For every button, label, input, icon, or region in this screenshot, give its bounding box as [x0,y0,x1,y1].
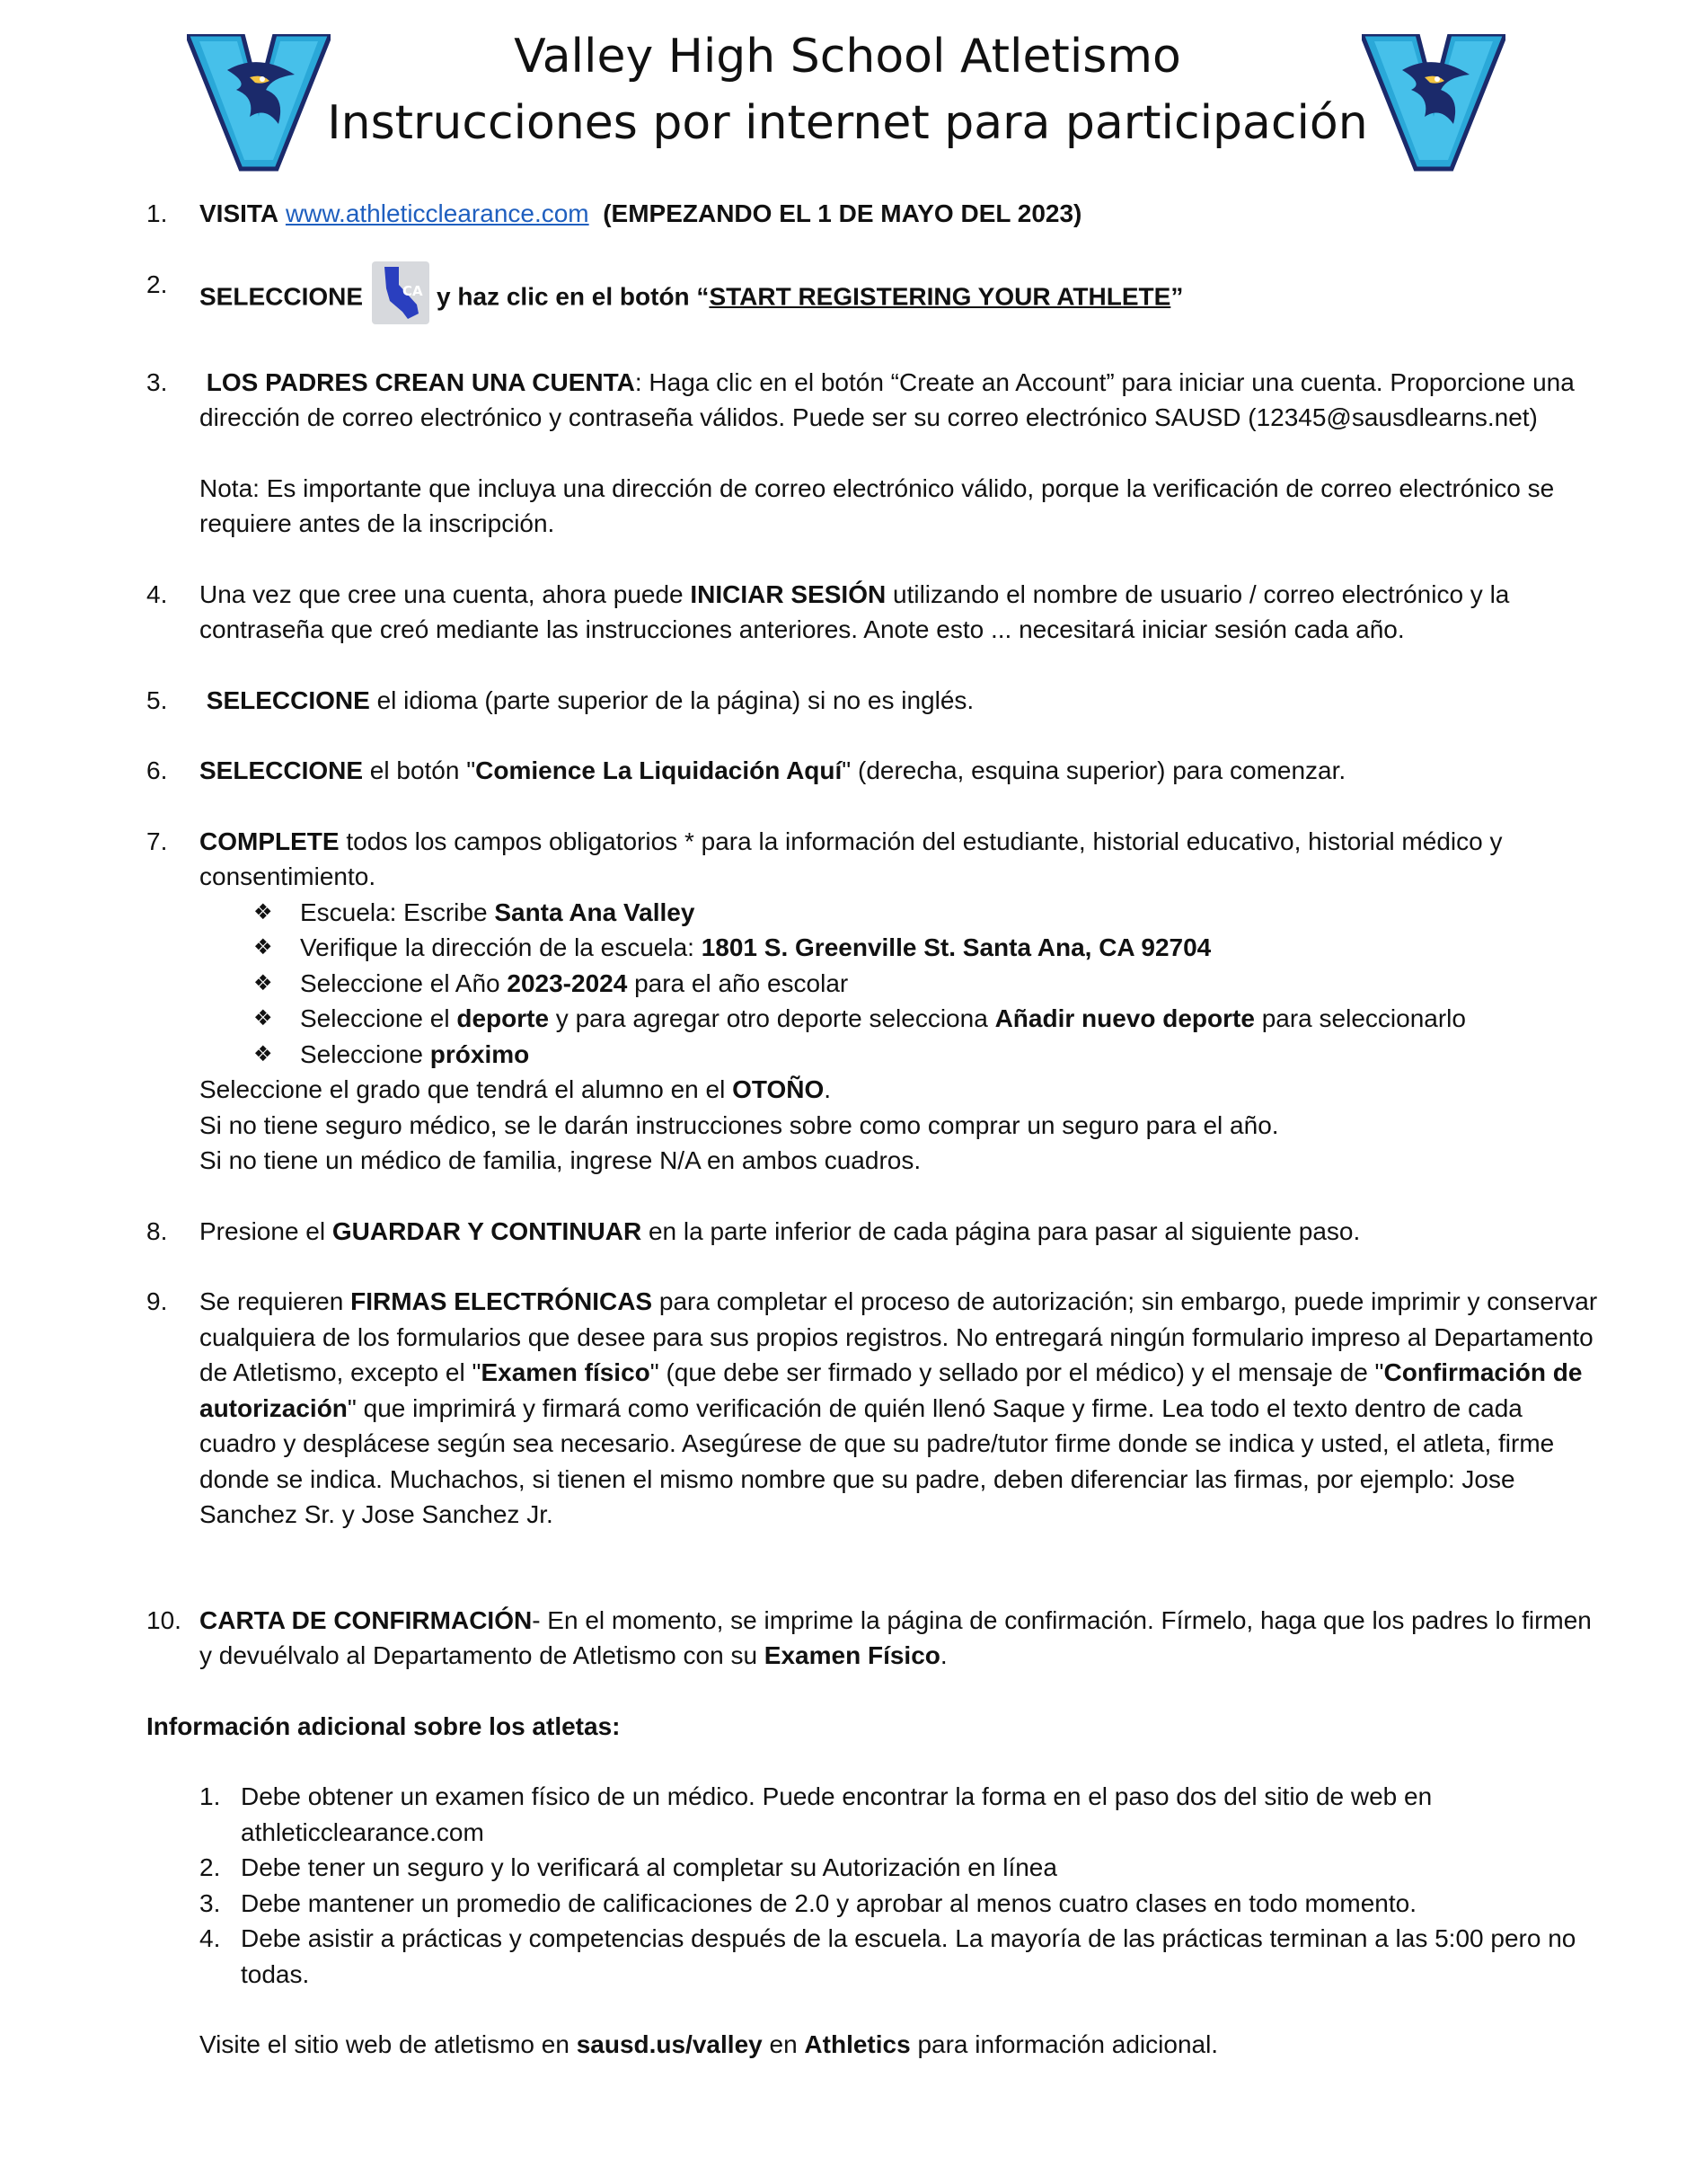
step-5 [146,683,1602,719]
step-1 [146,196,1602,232]
step-number: 5. [146,685,168,714]
step-6-button-name: Comience La Liquidación Aquí [475,756,843,784]
step-number: 6. [146,756,168,784]
step-7-text: todos los campos obligatorios * para la información del estudiante, historial educativo, historial médico y consentimiento. [199,827,1503,890]
step-6-text: el botón " [363,756,476,784]
step-3-text: : Haga clic en el botón “Create an Account” para iniciar una cuenta. Proporcione una dirección de correo electrónico y contraseña válidos. Puede ser su correo electrónico SAUSD (12345@sausdlearns.net) [199,367,1575,431]
step-4 [146,577,1602,648]
step-1-date: (EMPEZANDO EL 1 DE MAYO DEL 2023) [603,199,1082,227]
step-8-text-2: en la parte inferior de cada página para pasar al siguiente paso. [641,1216,1361,1245]
step-6-text-2: " (derecha, esquina superior) para comenzar. [842,756,1346,784]
start-registering-label: START REGISTERING YOUR ATHLETE [709,281,1171,310]
step-9: 9. Se requieren FIRMAS ELECTRÓNICAS para completar el proceso de autorización; sin embargo, puede imprimir y conservar cualquiera de los formularios que desee para sus propios registros. No entregará ningún formulario impreso al Departamento de Atletismo, excepto el "Examen físico" (que debe ser firmado y sellado por el médico) y el mensaje de "Confirmación de autorización" que imprimirá y firmará como verificación de quién llenó Saque y firme. Lea todo el texto dentro de cada cuadro y desplácese según sea necesario. Asegúrese de que su padre/tutor firme donde se indica y usted, el atleta, firme donde se indica. Muchachos, si tienen el mismo nombre que su padre, deben diferenciar las firmas, por ejemplo: Jose Sanchez Sr. y Jose Sanchez Jr. [146,1284,1602,1533]
bullet-sport: ❖ Seleccione el deporte y para agregar otro deporte selecciona Añadir nuevo deporte para seleccionarlo [253,1001,1602,1037]
step-number: 10. [146,1605,181,1634]
diamond-bullet-icon: ❖ [253,1006,273,1030]
step-8-text: Presione el [199,1216,332,1245]
step-8-save-label: GUARDAR Y CONTINUAR [331,1216,642,1245]
step-7-bullets [199,895,1602,1073]
step-4-text: Una vez que cree una cuenta, ahora puede [199,579,691,608]
step-3-note: Nota: Es importante que incluya una dirección de correo electrónico válido, porque la verificación de correo electrónico se requiere antes de la inscripción. [199,473,1555,537]
step-number: 1. [146,199,168,227]
additional-item-1: 1. Debe obtener un examen físico de un médico. Puede encontrar la forma en el paso dos del sitio de web en athleticclearance.com [199,1782,1433,1846]
title-line-2: Instrucciones por internet para participación [327,96,1368,150]
additional-item-4: 4. Debe asistir a prácticas y competencias después de la escuela. La mayoría de las prácticas terminan a las 5:00 pero no todas. [199,1924,1576,1988]
diamond-bullet-icon: ❖ [253,935,273,959]
step-2-text: y haz clic en el botón “ [437,281,710,310]
step-4-text-2: utilizando el nombre de usuario / correo electrónico y la contraseña que creó mediante las instrucciones anteriores. Anote esto ... necesitará iniciar sesión cada año. [199,579,1510,643]
steps-list [146,196,1602,1674]
document-title [0,23,1695,156]
california-state-icon [372,261,429,324]
step-10-label: CARTA DE CONFIRMACIÓN [199,1605,533,1634]
step-7 [146,824,1602,1179]
step-5-text: el idioma (parte superior de la página) si no es inglés. [369,685,975,714]
step-number: 9. [146,1287,168,1315]
ca-icon-label: CA [402,282,423,299]
step-number: 2. [146,270,168,298]
step-number: 7. [146,827,168,855]
additional-info-heading: Información adicional sobre los atletas: [146,1711,621,1740]
step-1-label: VISITA [199,199,279,227]
step-number: 3. [146,367,168,396]
step-7-label: COMPLETE [199,827,340,855]
instructions-body [146,196,1602,2063]
step-3-label: LOS PADRES CREAN UNA CUENTA [206,367,635,396]
additional-item-3: 3. Debe mantener un promedio de calificaciones de 2.0 y aprobar al menos cuatro clases en todo momento. [199,1888,1417,1917]
title-line-1: Valley High School Atletismo [514,30,1181,84]
bullet-next: ❖ Seleccione próximo [253,1037,1602,1073]
step-8 [146,1214,1602,1250]
step-number: 4. [146,579,168,608]
visit-website-note: Visite el sitio web de atletismo en sausd.us/valley en Athletics para información adicional. [199,2030,1219,2058]
step-5-label: SELECCIONE [206,685,370,714]
diamond-bullet-icon: ❖ [253,899,273,924]
bullet-year: ❖ Seleccione el Año 2023-2024 para el año escolar [253,966,1602,1002]
step-7-grade: Seleccione el grado que tendrá el alumno en el OTOÑO. [199,1075,832,1103]
step-7-doctor: Si no tiene un médico de familia, ingrese N/A en ambos cuadros. [199,1146,922,1174]
diamond-bullet-icon: ❖ [253,1041,273,1066]
step-2 [146,267,1602,330]
additional-item-2: 2. Debe tener un seguro y lo verificará al completar su Autorización en línea [199,1853,1057,1881]
step-4-login: INICIAR SESIÓN [690,579,887,608]
additional-info-list [146,1779,1602,1992]
step-6-label: SELECCIONE [199,756,364,784]
step-2-quote: ” [1170,281,1184,310]
step-number: 8. [146,1216,168,1245]
diamond-bullet-icon: ❖ [253,970,273,995]
bullet-address: ❖ Verifique la dirección de la escuela: 1801 S. Greenville St. Santa Ana, CA 92704 [253,930,1602,966]
step-2-label: SELECCIONE [199,281,364,310]
athleticclearance-link[interactable]: www.athleticclearance.com [285,199,589,227]
bullet-school: ❖ Escuela: Escribe Santa Ana Valley [253,895,1602,931]
step-7-insurance: Si no tiene seguro médico, se le darán instrucciones sobre como comprar un seguro para el año. [199,1110,1279,1139]
step-6 [146,753,1602,789]
step-3 [146,365,1602,542]
step-10: 10. CARTA DE CONFIRMACIÓN- En el momento, se imprime la página de confirmación. Fírmelo, haga que los padres lo firmen y devuélvalo al Departamento de Atletismo con su Examen Físico. [146,1603,1602,1674]
